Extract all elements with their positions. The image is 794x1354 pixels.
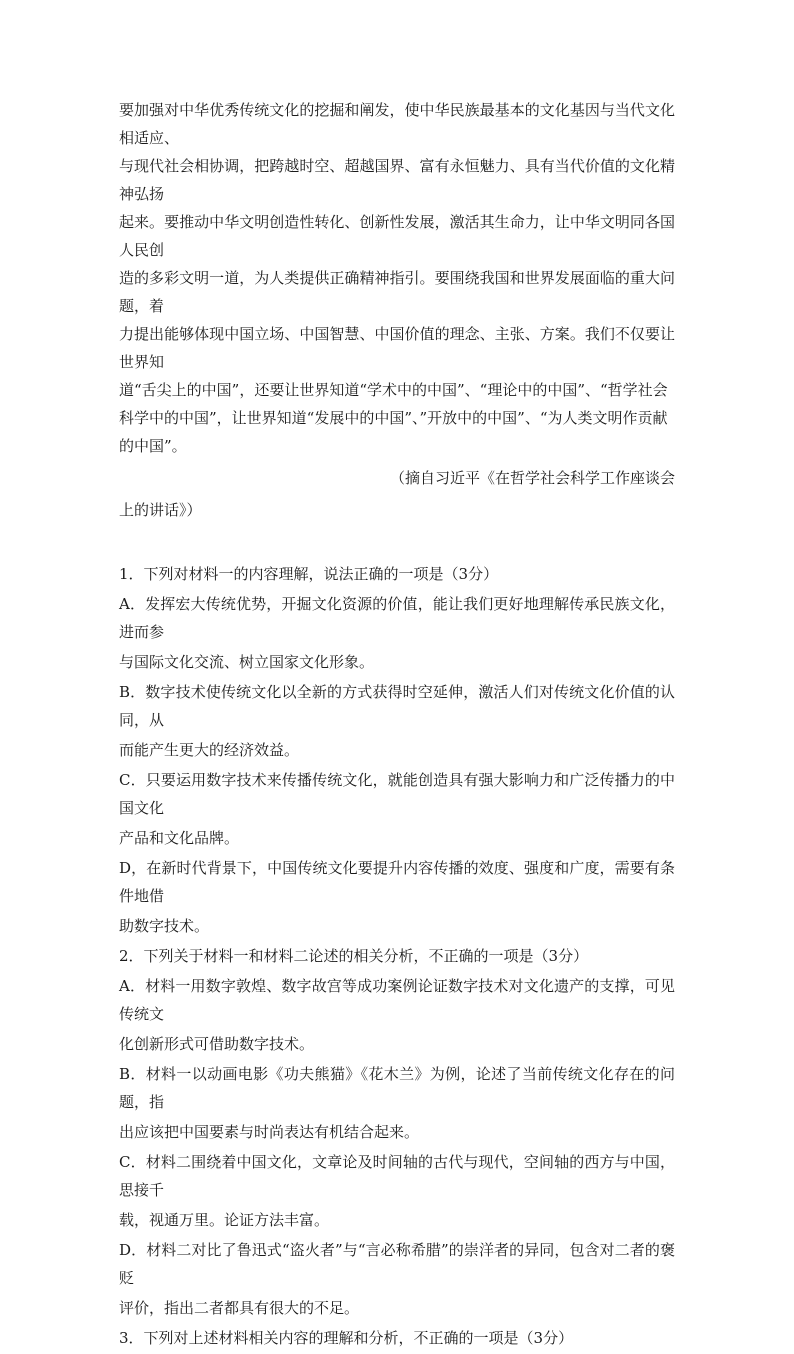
option-line: 助数字技术。 — [119, 917, 210, 935]
option-line: A．材料一用数字敦煌、数字故宫等成功案例论证数字技术对文化遗产的支撑，可见传统文 — [119, 977, 675, 1023]
passage-line: 的中国”。 — [119, 437, 187, 455]
question-3 — [119, 1324, 675, 1352]
passage-line: 要加强对中华优秀传统文化的挖掘和阐发，使中华民族最基本的文化基因与当代文化相适应、 — [119, 101, 675, 147]
question-title: 1．下列对材料一的内容理解，说法正确的一项是（3分） — [119, 565, 499, 583]
passage-line: 力提出能够体现中国立场、中国智慧、中国价值的理念、主张、方案。我们不仅要让世界知 — [119, 325, 675, 371]
question-2 — [119, 942, 675, 1322]
option-line: 而能产生更大的经济效益。 — [119, 741, 300, 759]
option-line: 载，视通万里。论证方法丰富。 — [119, 1211, 330, 1229]
option-line: C．只要运用数字技术来传播传统文化，就能创造具有强大影响力和广泛传播力的中国文化 — [119, 771, 675, 817]
passage-line: 道“舌尖上的中国”，还要让世界知道“学术中的中国”、“理论中的中国”、“哲学社会 — [119, 381, 668, 399]
option-line: 评价，指出二者都具有很大的不足。 — [119, 1299, 360, 1317]
passage-line: 科学中的中国”，让世界知道“发展中的中国”、”开放中的中国”、“为人类文明作贡献 — [119, 409, 668, 427]
option-line: 出应该把中国要素与时尚表达有机结合起来。 — [119, 1123, 420, 1141]
option-line: C．材料二围绕着中国文化，文章论及时间轴的古代与现代，空间轴的西方与中国，思接千 — [119, 1153, 675, 1199]
passage — [119, 96, 675, 524]
passage-line: 起来。要推动中华文明创造性转化、创新性发展，激活其生命力，让中华文明同各国人民创 — [119, 213, 675, 259]
passage-source — [119, 464, 675, 524]
source-line: 上的讲话》） — [119, 501, 202, 519]
option-line: D．材料二对比了鲁迅式“盗火者”与“言必称希腊”的崇洋者的异同，包含对二者的褒贬 — [119, 1241, 675, 1287]
question-title: 3．下列对上述材料相关内容的理解和分析，不正确的一项是（3分） — [119, 1329, 574, 1347]
passage-line: 与现代社会相协调，把跨越时空、超越国界、富有永恒魅力、具有当代价值的文化精神弘扬 — [119, 157, 675, 203]
option-line: B．材料一以动画电影《功夫熊猫》《花木兰》为例，论述了当前传统文化存在的问题，指 — [119, 1065, 675, 1111]
option-line: B．数字技术使传统文化以全新的方式获得时空延伸，激活人们对传统文化价值的认同，从 — [119, 683, 675, 729]
option-line: 化创新形式可借助数字技术。 — [119, 1035, 315, 1053]
option-line: 产品和文化品牌。 — [119, 829, 240, 847]
question-1 — [119, 560, 675, 940]
option-line: 与国际文化交流、树立国家文化形象。 — [119, 653, 375, 671]
questions — [119, 560, 675, 1352]
passage-line: 造的多彩文明一道，为人类提供正确精神指引。要围绕我国和世界发展面临的重大问题，着 — [119, 269, 675, 315]
question-title: 2．下列关于材料一和材料二论述的相关分析，不正确的一项是（3分） — [119, 947, 589, 965]
source-line: （摘自习近平《在哲学社会科学工作座谈会 — [389, 469, 675, 487]
option-line: A．发挥宏大传统优势，开掘文化资源的价值，能让我们更好地理解传承民族文化，进而参 — [119, 595, 675, 641]
option-line: D，在新时代背景下，中国传统文化要提升内容传播的效度、强度和广度，需要有条件地借 — [119, 859, 675, 905]
document-body — [119, 96, 675, 1354]
